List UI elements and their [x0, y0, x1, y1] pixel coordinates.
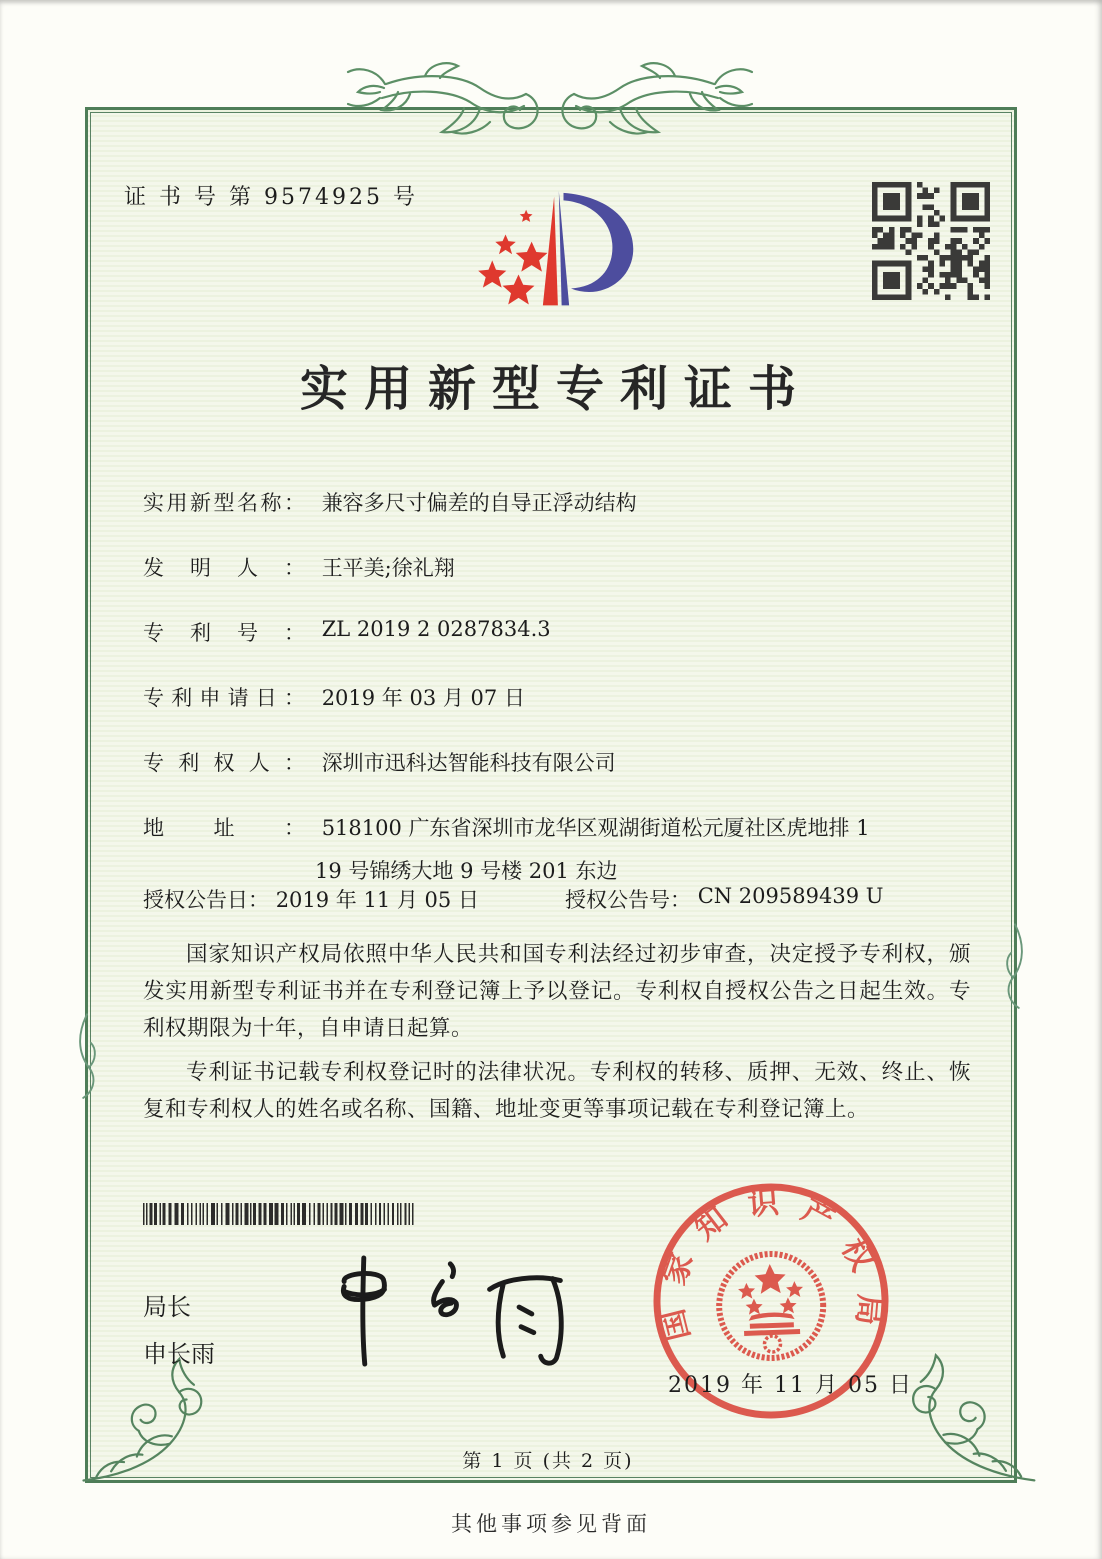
field-row-patent-number — [143, 617, 983, 647]
field-value-line2: 19 号锦绣大地 9 号楼 201 东边 — [315, 859, 618, 883]
grant-date-value: 2019 年 11 月 05 日 — [275, 888, 479, 912]
official-role: 局长 — [143, 1293, 191, 1321]
legal-paragraph-1: 国家知识产权局依照中华人民共和国专利法经过初步审查，决定授予专利权，颁发实用新型专利证书并在专利登记簿上予以登记。专利权自授权公告之日起生效。专利权期限为十年，自申请日起算。 — [143, 942, 971, 1041]
legal-text — [143, 936, 971, 1135]
grant-number-value: CN 209589439 U — [697, 884, 884, 908]
official-block — [143, 1284, 215, 1378]
field-value: 深圳市迅科达智能科技有限公司 — [321, 751, 616, 775]
field-value: 兼容多尺寸偏差的自导正浮动结构 — [321, 491, 637, 515]
seal-ring-text: 国家知识产权局 — [654, 1184, 888, 1345]
field-label: 专利权人： — [143, 751, 305, 775]
certificate-number: 证 书 号 第 9574925 号 — [124, 185, 418, 210]
legal-paragraph-2: 专利证书记载专利权登记时的法律状况。专利权的转移、质押、无效、终止、恢复和专利权人的姓名或名称、国籍、地址变更等事项记载在专利登记簿上。 — [143, 1060, 971, 1122]
field-row-inventors — [143, 552, 983, 582]
field-label: 地址： — [143, 816, 305, 840]
field-label: 发明人： — [143, 556, 305, 580]
grant-date-label: 授权公告日： — [143, 888, 269, 912]
back-note: 其他事项参见背面 — [451, 1512, 651, 1536]
field-value: 2019 年 03 月 07 日 — [321, 686, 525, 710]
field-row-filing-date — [143, 682, 983, 712]
field-value: ZL 2019 2 0287834.3 — [321, 617, 551, 641]
grant-number-label: 授权公告号： — [565, 888, 691, 912]
field-row-patentee — [143, 747, 983, 777]
official-name: 申长雨 — [143, 1340, 215, 1368]
barcode-icon — [143, 1203, 419, 1225]
page-indicator: 第 1 页 (共 2 页) — [462, 1450, 634, 1472]
seal-date: 2019 年 11 月 05 日 — [668, 1373, 913, 1398]
field-row-grant — [143, 884, 983, 914]
field-value: 王平美;徐礼翔 — [321, 556, 455, 580]
certificate-title: 实用新型专利证书 — [299, 361, 812, 417]
field-label: 专利申请日： — [143, 686, 305, 710]
field-value: 518100 广东省深圳市龙华区观湖街道松元厦社区虎地排 1 — [321, 816, 870, 840]
field-row-address — [143, 812, 983, 885]
field-row-utility-model-name — [143, 487, 983, 517]
certificate-border-frame — [85, 107, 1017, 1483]
field-label: 专利号： — [143, 621, 305, 645]
field-label: 实用新型名称： — [143, 491, 305, 515]
